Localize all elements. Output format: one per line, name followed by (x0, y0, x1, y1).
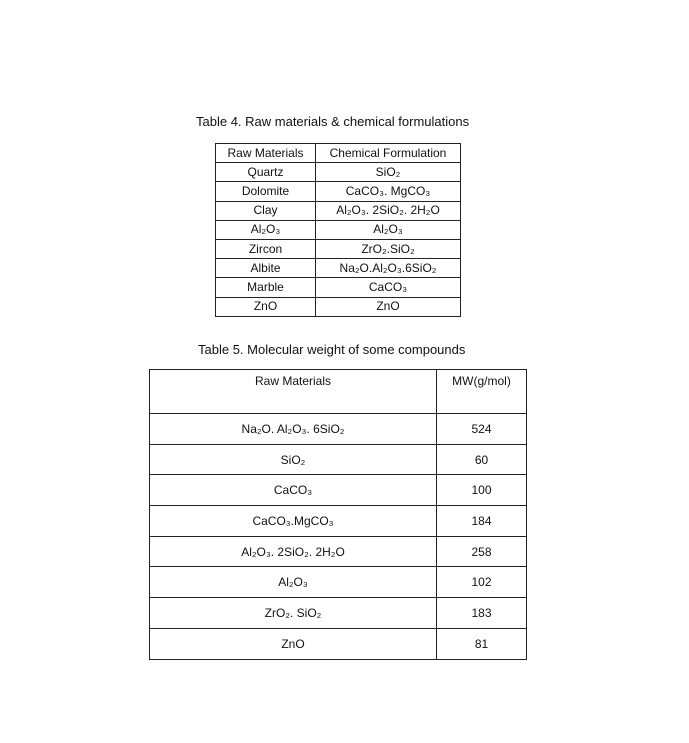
material-cell: Dolomite (216, 182, 316, 201)
table-header-row (216, 144, 461, 163)
table-row (216, 201, 461, 220)
column-header-raw-materials: Raw Materials (216, 144, 316, 163)
mw-cell: 100 (437, 475, 527, 506)
molecular-weight-table (149, 369, 527, 660)
table-row (216, 297, 461, 316)
compound-cell: Na₂O. Al₂O₃. 6SiO₂ (150, 414, 437, 445)
material-cell: Quartz (216, 163, 316, 182)
formulation-cell: Al₂O₃. 2SiO₂. 2H₂O (316, 201, 461, 220)
table-row (150, 536, 527, 567)
table-row (150, 506, 527, 537)
compound-cell: SiO₂ (150, 444, 437, 475)
raw-materials-table (215, 143, 461, 317)
table-row (150, 598, 527, 629)
material-cell: Zircon (216, 239, 316, 258)
table-row (216, 220, 461, 239)
mw-cell: 524 (437, 414, 527, 445)
mw-cell: 60 (437, 444, 527, 475)
mw-cell: 184 (437, 506, 527, 537)
table4-caption: Table 4. Raw materials & chemical formulations (196, 114, 470, 129)
column-header-mw: MW(g/mol) (437, 370, 527, 414)
mw-cell: 102 (437, 567, 527, 598)
formulation-cell: Al₂O₃ (316, 220, 461, 239)
compound-cell: Al₂O₃. 2SiO₂. 2H₂O (150, 536, 437, 567)
table-row (150, 444, 527, 475)
material-cell: Clay (216, 201, 316, 220)
formulation-cell: Na₂O.Al₂O₃.6SiO₂ (316, 259, 461, 278)
formulation-cell: ZrO₂.SiO₂ (316, 239, 461, 258)
table-row (150, 567, 527, 598)
compound-cell: CaCO₃ (150, 475, 437, 506)
compound-cell: ZrO₂. SiO₂ (150, 598, 437, 629)
table-row (150, 475, 527, 506)
table-row (216, 182, 461, 201)
material-cell: Marble (216, 278, 316, 297)
table-row (216, 259, 461, 278)
table-row (216, 239, 461, 258)
compound-cell: ZnO (150, 628, 437, 659)
column-header-raw-materials: Raw Materials (150, 370, 437, 414)
formulation-cell: ZnO (316, 297, 461, 316)
formulation-cell: CaCO₃ (316, 278, 461, 297)
material-cell: Al₂O₃ (216, 220, 316, 239)
formulation-cell: CaCO₃. MgCO₃ (316, 182, 461, 201)
mw-cell: 183 (437, 598, 527, 629)
compound-cell: CaCO₃.MgCO₃ (150, 506, 437, 537)
table5-caption: Table 5. Molecular weight of some compounds (198, 342, 466, 357)
material-cell: Albite (216, 259, 316, 278)
table-row (150, 628, 527, 659)
table-row (216, 278, 461, 297)
mw-cell: 81 (437, 628, 527, 659)
column-header-chemical-formulation: Chemical Formulation (316, 144, 461, 163)
table-row (216, 163, 461, 182)
table-row (150, 414, 527, 445)
material-cell: ZnO (216, 297, 316, 316)
table-header-row (150, 370, 527, 414)
mw-cell: 258 (437, 536, 527, 567)
formulation-cell: SiO₂ (316, 163, 461, 182)
compound-cell: Al₂O₃ (150, 567, 437, 598)
